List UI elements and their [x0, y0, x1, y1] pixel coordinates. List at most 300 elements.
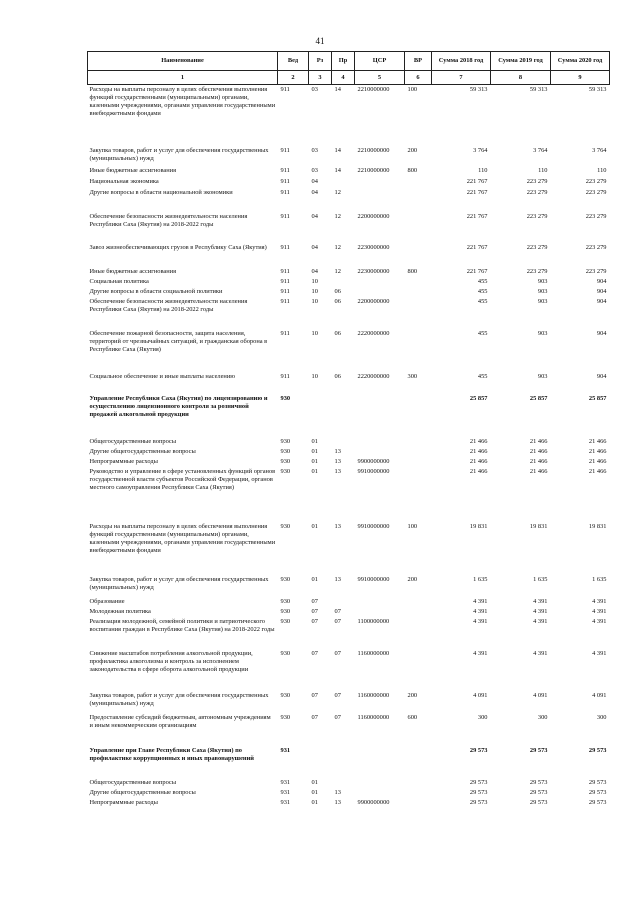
row-pr: 13	[334, 457, 341, 465]
row-sum-2019: 110	[538, 166, 548, 174]
row-vr	[405, 178, 432, 189]
row-rz	[309, 747, 332, 779]
table-row	[88, 598, 610, 608]
row-sum-2020: 19 831	[588, 522, 607, 530]
row-ved: 911	[280, 212, 290, 220]
row-vr	[405, 448, 432, 458]
row-rz: 04	[311, 267, 318, 275]
row-name: Снижение масштабов потребления алкогольной продукции, профилактика алкоголизма и контроль за исполнением законодательства в сфере оборота алкогольной продукции	[89, 649, 253, 673]
row-sum-2019: 29 573	[529, 798, 548, 806]
table-row	[88, 395, 610, 438]
row-vr	[405, 288, 432, 298]
row-ved: 930	[280, 597, 291, 605]
row-vr	[405, 650, 432, 692]
row-name: Предоставление субсидий бюджетным, автономным учреждениям и иным некоммерческим организациям	[89, 713, 271, 729]
row-ved: 931	[280, 778, 291, 786]
row-sum-2018: 21 466	[469, 447, 488, 455]
table-row	[88, 330, 610, 373]
row-sum-2020: 904	[596, 372, 607, 380]
table-row	[88, 448, 610, 458]
row-pr: 06	[334, 297, 341, 305]
row-sum-2019: 223 279	[526, 267, 548, 275]
col-header-sum-2018: Сумма 2018 год	[432, 52, 491, 71]
row-name: Закупка товаров, работ и услуг для обеспечения государственных (муниципальных) нужд	[89, 146, 269, 162]
row-csr	[355, 789, 405, 799]
row-ved: 911	[280, 177, 290, 185]
row-name: Непрограммные расходы	[89, 798, 158, 806]
row-vr	[405, 213, 432, 244]
row-rz: 04	[311, 188, 318, 196]
row-name: Обеспечение пожарной безопасности, защита населения, территорий от чрезвычайных ситуаций, и гражданская оборона в Республике Саха (Якутия)	[89, 329, 268, 353]
row-sum-2018: 455	[477, 329, 488, 337]
row-pr	[332, 438, 355, 448]
row-ved: 931	[280, 798, 291, 806]
row-sum-2018: 29 573	[469, 746, 488, 754]
row-pr: 07	[334, 713, 341, 721]
row-sum-2020: 223 279	[585, 177, 607, 185]
row-name: Руководство и управление в сфере установленных функций органов государственной власти субъектов Российской Федерации, органов местного самоуправления Республики Саха (Якутия)	[89, 467, 276, 491]
col-number: 6	[405, 71, 432, 85]
row-pr	[332, 278, 355, 288]
row-sum-2019: 21 466	[529, 467, 548, 475]
row-sum-2018: 19 831	[469, 522, 488, 530]
row-pr	[332, 779, 355, 789]
row-sum-2019: 1 635	[533, 575, 548, 583]
row-sum-2019: 21 466	[529, 457, 548, 465]
table-row	[88, 799, 610, 809]
row-sum-2020: 21 466	[588, 467, 607, 475]
row-rz: 10	[311, 277, 318, 285]
row-sum-2018: 4 391	[473, 607, 488, 615]
row-vr: 100	[407, 86, 418, 93]
row-pr: 12	[334, 188, 341, 196]
row-name: Иные бюджетные ассигнования	[89, 267, 177, 275]
row-rz: 03	[311, 166, 318, 174]
row-ved: 931	[280, 746, 291, 754]
row-sum-2019: 903	[537, 372, 548, 380]
row-pr: 13	[334, 575, 341, 583]
row-csr: 2200000000	[357, 297, 390, 305]
row-ved: 911	[280, 287, 290, 295]
row-sum-2020: 223 279	[585, 212, 607, 220]
row-ved: 911	[280, 86, 290, 93]
row-pr: 13	[334, 522, 341, 530]
row-name: Закупка товаров, работ и услуг для обеспечения государственных (муниципальных) нужд	[89, 691, 269, 707]
row-name: Завоз жизнеобеспечивающих грузов в Республику Саха (Якутия)	[89, 243, 267, 251]
row-rz: 01	[311, 798, 318, 806]
table-row	[88, 178, 610, 189]
row-vr	[405, 468, 432, 523]
row-ved: 930	[280, 522, 291, 530]
row-sum-2018: 25 857	[469, 394, 488, 402]
table-row	[88, 789, 610, 799]
table-row	[88, 458, 610, 468]
col-header-csr: ЦСР	[355, 52, 405, 71]
table-row	[88, 576, 610, 598]
budget-table	[87, 51, 610, 809]
row-csr: 2220000000	[357, 372, 390, 380]
table-row	[88, 373, 610, 395]
table-row	[88, 608, 610, 618]
row-csr: 2210000000	[357, 86, 390, 93]
row-ved: 930	[280, 437, 291, 445]
row-vr	[405, 799, 432, 809]
row-name: Управление Республики Саха (Якутия) по лицензированию и осуществлению лицензионного контроля за розничной продажей алкогольной продукции	[89, 394, 268, 418]
row-ved: 930	[280, 713, 291, 721]
row-name: Социальная политика	[89, 277, 149, 285]
table-row	[88, 714, 610, 747]
row-sum-2018: 455	[477, 372, 488, 380]
row-sum-2020: 4 391	[592, 597, 607, 605]
row-name: Обеспечение безопасности жизнедеятельности населения Республики Саха (Якутия) на 2018-2022 годы	[89, 297, 248, 313]
row-ved: 930	[280, 394, 291, 402]
row-sum-2020: 29 573	[588, 778, 607, 786]
table-row	[88, 189, 610, 213]
row-rz: 10	[311, 287, 318, 295]
row-csr	[355, 438, 405, 448]
row-sum-2019: 4 391	[533, 597, 548, 605]
row-ved: 911	[280, 188, 290, 196]
row-sum-2019: 29 573	[529, 746, 548, 754]
col-header-name: Наименование	[88, 52, 278, 71]
row-sum-2020: 904	[596, 297, 607, 305]
table-row	[88, 167, 610, 178]
row-csr: 9910000000	[357, 522, 390, 530]
row-csr: 2210000000	[357, 166, 390, 174]
row-csr: 9900000000	[357, 798, 390, 806]
row-ved: 911	[280, 297, 290, 305]
row-sum-2019: 300	[537, 713, 548, 721]
row-name: Общегосударственные вопросы	[89, 778, 177, 786]
row-ved: 930	[280, 467, 291, 475]
col-header-sum-2020: Сумма 2020 год	[551, 52, 610, 71]
row-sum-2018: 21 466	[469, 467, 488, 475]
row-pr: 14	[334, 146, 341, 154]
row-sum-2020: 223 279	[585, 243, 607, 251]
row-csr: 1160000000	[357, 691, 390, 699]
row-pr	[332, 598, 355, 608]
row-vr	[405, 598, 432, 608]
row-pr	[332, 178, 355, 189]
row-sum-2019: 29 573	[529, 778, 548, 786]
row-vr: 200	[407, 146, 418, 154]
row-sum-2020: 4 391	[592, 649, 607, 657]
table-row	[88, 650, 610, 692]
row-ved: 930	[280, 691, 291, 699]
row-rz: 07	[311, 617, 318, 625]
row-vr	[405, 395, 432, 438]
row-rz: 01	[311, 778, 318, 786]
row-sum-2020: 904	[596, 277, 607, 285]
row-sum-2020: 4 391	[592, 617, 607, 625]
table-row	[88, 288, 610, 298]
row-name: Управление при Главе Республики Саха (Якутия) по профилактике коррупционных и иных правонарушений	[89, 746, 254, 762]
row-sum-2020: 59 313	[588, 86, 607, 93]
row-sum-2019: 223 279	[526, 243, 548, 251]
row-sum-2018: 1 635	[473, 575, 488, 583]
row-pr: 07	[334, 649, 341, 657]
row-pr	[332, 747, 355, 779]
row-rz: 07	[311, 607, 318, 615]
row-ved: 930	[280, 575, 291, 583]
row-name: Общегосударственные вопросы	[89, 437, 177, 445]
row-sum-2018: 21 466	[469, 457, 488, 465]
row-sum-2020: 904	[596, 329, 607, 337]
table-row	[88, 468, 610, 523]
row-rz: 01	[311, 788, 318, 796]
table-row	[88, 438, 610, 448]
row-name: Социальное обеспечение и иные выплаты населению	[89, 372, 236, 380]
row-ved: 930	[280, 649, 291, 657]
row-sum-2018: 455	[477, 287, 488, 295]
row-rz: 03	[311, 146, 318, 154]
row-csr: 1160000000	[357, 649, 390, 657]
row-sum-2019: 4 391	[533, 617, 548, 625]
table-row	[88, 298, 610, 330]
row-ved: 930	[280, 447, 291, 455]
row-rz: 10	[311, 372, 318, 380]
row-rz: 01	[311, 522, 318, 530]
row-rz: 01	[311, 467, 318, 475]
table-body	[88, 85, 610, 809]
row-pr: 12	[334, 267, 341, 275]
row-csr	[355, 608, 405, 618]
row-pr: 06	[334, 287, 341, 295]
row-ved: 911	[280, 277, 290, 285]
row-name: Расходы на выплаты персоналу в целях обеспечения выполнения функций государственными (муниципальными) органами, казенными учреждениями, органами управления государственными внебюджетными фондами	[89, 86, 276, 117]
row-sum-2019: 19 831	[529, 522, 548, 530]
row-sum-2020: 223 279	[585, 188, 607, 196]
row-sum-2018: 221 767	[466, 243, 488, 251]
row-rz: 07	[311, 597, 318, 605]
row-name: Образование	[89, 597, 125, 605]
row-sum-2020: 1 635	[592, 575, 607, 583]
row-vr	[405, 278, 432, 288]
row-sum-2019: 903	[537, 277, 548, 285]
row-csr	[355, 779, 405, 789]
row-csr: 9910000000	[357, 575, 390, 583]
row-sum-2019: 29 573	[529, 788, 548, 796]
row-name: Иные бюджетные ассигнования	[89, 166, 177, 174]
row-sum-2020: 904	[596, 287, 607, 295]
row-ved: 911	[280, 329, 290, 337]
row-ved: 911	[280, 267, 290, 275]
row-sum-2019: 903	[537, 297, 548, 305]
row-rz: 07	[311, 713, 318, 721]
row-vr	[405, 189, 432, 213]
row-sum-2018: 29 573	[469, 798, 488, 806]
row-vr: 800	[407, 166, 418, 174]
row-pr: 13	[334, 447, 341, 455]
row-vr	[405, 779, 432, 789]
row-rz: 01	[311, 437, 318, 445]
row-sum-2019: 223 279	[526, 188, 548, 196]
row-pr: 14	[334, 166, 341, 174]
row-rz: 01	[311, 575, 318, 583]
row-name: Непрограммные расходы	[89, 457, 158, 465]
row-sum-2018: 21 466	[469, 437, 488, 445]
row-vr	[405, 747, 432, 779]
row-sum-2018: 221 767	[466, 267, 488, 275]
table-row	[88, 692, 610, 714]
row-rz: 07	[311, 649, 318, 657]
row-ved: 930	[280, 607, 291, 615]
row-vr	[405, 608, 432, 618]
row-pr: 06	[334, 329, 341, 337]
row-csr: 2230000000	[357, 267, 390, 275]
row-vr: 600	[407, 713, 418, 721]
row-name: Другие общегосударственные вопросы	[89, 447, 196, 455]
row-sum-2018: 300	[477, 713, 488, 721]
row-csr	[355, 288, 405, 298]
row-name: Обеспечение безопасности жизнедеятельности населения Республики Саха (Якутия) на 2018-2022 годы	[89, 212, 248, 228]
col-number: 8	[491, 71, 551, 85]
row-sum-2018: 29 573	[469, 788, 488, 796]
table-header-row	[88, 52, 610, 71]
row-sum-2020: 4 091	[592, 691, 607, 699]
row-sum-2020: 21 466	[588, 437, 607, 445]
table-row	[88, 244, 610, 268]
row-rz: 07	[311, 691, 318, 699]
row-csr: 2200000000	[357, 212, 390, 220]
col-number: 9	[551, 71, 610, 85]
row-sum-2019: 903	[537, 329, 548, 337]
row-sum-2019: 4 391	[533, 649, 548, 657]
row-rz: 10	[311, 297, 318, 305]
col-header-vr: ВР	[405, 52, 432, 71]
row-rz: 04	[311, 212, 318, 220]
row-csr	[355, 747, 405, 779]
row-ved: 931	[280, 788, 291, 796]
row-ved: 911	[280, 372, 290, 380]
col-number: 7	[432, 71, 491, 85]
row-ved: 911	[280, 146, 290, 154]
row-sum-2019: 4 091	[533, 691, 548, 699]
row-sum-2020: 21 466	[588, 457, 607, 465]
col-number: 4	[332, 71, 355, 85]
row-ved: 911	[280, 243, 290, 251]
row-sum-2019: 25 857	[529, 394, 548, 402]
table-row	[88, 213, 610, 244]
table-row	[88, 278, 610, 288]
row-vr	[405, 244, 432, 268]
row-sum-2019: 223 279	[526, 177, 548, 185]
row-pr: 07	[334, 691, 341, 699]
row-sum-2018: 221 767	[466, 188, 488, 196]
table-row	[88, 779, 610, 789]
row-name: Закупка товаров, работ и услуг для обеспечения государственных (муниципальных) нужд	[89, 575, 269, 591]
row-sum-2019: 3 764	[533, 146, 548, 154]
row-pr: 13	[334, 798, 341, 806]
row-csr	[355, 395, 405, 438]
row-vr: 200	[407, 691, 418, 699]
row-sum-2019: 223 279	[526, 212, 548, 220]
col-header-ved: Вед	[278, 52, 309, 71]
row-pr: 13	[334, 467, 341, 475]
row-pr: 06	[334, 372, 341, 380]
row-name: Молодежная политика	[89, 607, 151, 615]
row-pr: 14	[334, 86, 341, 93]
row-sum-2018: 29 573	[469, 778, 488, 786]
row-sum-2018: 221 767	[466, 177, 488, 185]
row-vr: 300	[407, 372, 418, 380]
row-sum-2018: 455	[477, 277, 488, 285]
col-header-pr: Пр	[332, 52, 355, 71]
row-sum-2020: 223 279	[585, 267, 607, 275]
row-sum-2019: 59 313	[529, 86, 548, 93]
row-sum-2020: 4 391	[592, 607, 607, 615]
row-rz: 01	[311, 447, 318, 455]
row-vr: 200	[407, 575, 418, 583]
row-rz: 03	[311, 86, 318, 93]
row-name: Реализация молодежной, семейной политики и патриотического воспитания граждан в Республике Саха (Якутия) на 2018-2022 годы	[89, 617, 275, 633]
row-sum-2020: 3 764	[592, 146, 607, 154]
table-row	[88, 147, 610, 167]
table-row	[88, 85, 610, 147]
row-ved: 911	[280, 166, 290, 174]
row-ved: 930	[280, 457, 291, 465]
row-csr: 2230000000	[357, 243, 390, 251]
page-number: 41	[315, 36, 325, 46]
row-sum-2020: 21 466	[588, 447, 607, 455]
row-sum-2020: 29 573	[588, 746, 607, 754]
row-name: Национальная экономика	[89, 177, 159, 185]
row-csr	[355, 598, 405, 608]
row-rz: 10	[311, 329, 318, 337]
row-sum-2020: 29 573	[588, 798, 607, 806]
row-sum-2020: 300	[596, 713, 607, 721]
row-name: Другие общегосударственные вопросы	[89, 788, 196, 796]
row-vr	[405, 298, 432, 330]
row-vr	[405, 458, 432, 468]
row-csr	[355, 278, 405, 288]
column-number-row	[88, 71, 610, 85]
row-vr	[405, 330, 432, 373]
row-vr	[405, 789, 432, 799]
row-sum-2018: 4 391	[473, 597, 488, 605]
row-pr: 12	[334, 212, 341, 220]
row-csr: 9910000000	[357, 467, 390, 475]
row-pr	[332, 395, 355, 438]
row-csr	[355, 448, 405, 458]
row-sum-2019: 21 466	[529, 447, 548, 455]
row-csr	[355, 178, 405, 189]
col-header-sum-2019: Сумма 2019 год	[491, 52, 551, 71]
table-row	[88, 747, 610, 779]
row-vr: 100	[407, 522, 418, 530]
row-sum-2018: 4 391	[473, 617, 488, 625]
row-name: Другие вопросы в области национальной экономики	[89, 188, 233, 196]
col-header-rz: Рз	[309, 52, 332, 71]
col-number: 1	[88, 71, 278, 85]
row-csr: 9900000000	[357, 457, 390, 465]
row-rz: 04	[311, 243, 318, 251]
row-csr: 2210000000	[357, 146, 390, 154]
row-ved: 930	[280, 617, 291, 625]
row-pr: 07	[334, 617, 341, 625]
row-sum-2019: 903	[537, 287, 548, 295]
row-sum-2018: 455	[477, 297, 488, 305]
row-sum-2018: 4 391	[473, 649, 488, 657]
row-rz: 01	[311, 457, 318, 465]
row-name: Расходы на выплаты персоналу в целях обеспечения выполнения функций государственными (муниципальными) органами, казенными учреждениями, органами управления государственными внебюджетными фондами	[89, 522, 276, 554]
row-csr: 1100000000	[357, 617, 390, 625]
row-sum-2020: 29 573	[588, 788, 607, 796]
row-sum-2018: 59 313	[469, 86, 488, 93]
row-sum-2018: 3 764	[473, 146, 488, 154]
row-rz: 04	[311, 177, 318, 185]
row-pr: 13	[334, 788, 341, 796]
